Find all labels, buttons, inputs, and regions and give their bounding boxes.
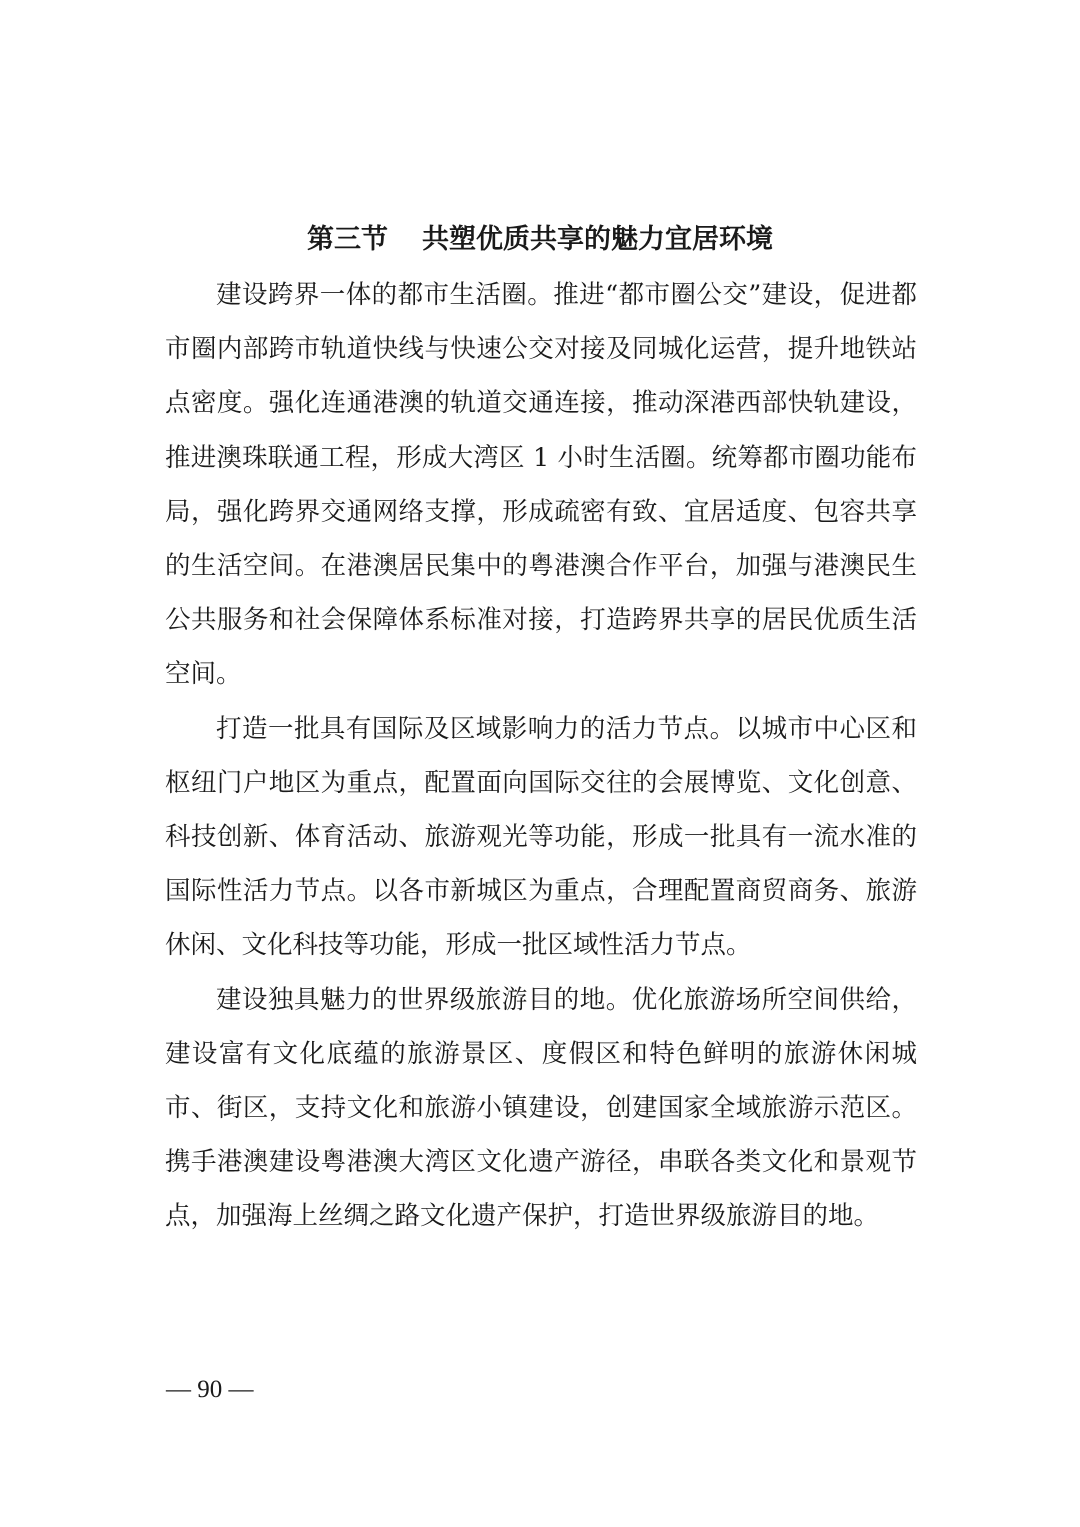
section-heading: 共塑优质共享的魅力宜居环境 <box>422 224 773 256</box>
paragraph-lead: 打造一批具有国际及区域影响力的活力节点。 <box>216 713 736 744</box>
paragraph-text: 优化旅游场所空间供给，建设富有文化底蕴的旅游景区、度假区和特色鲜明的旅游休闲城市、街区，支持文化和旅游小镇建设，创建国家全域旅游示范区。携手港澳建设粤港澳大湾区文化遗产游径，串联各类文化和景观节点，加强海上丝绸之路文化遗产保护，打造世界级旅游目的地。 <box>165 984 917 1232</box>
paragraph-metro-living-circle <box>165 268 917 702</box>
page-number: — 90 — <box>166 1376 254 1403</box>
paragraph-lead: 建设跨界一体的都市生活圈。 <box>216 280 554 310</box>
paragraph-lead: 建设独具魅力的世界级旅游目的地。 <box>216 984 632 1015</box>
section-number: 第三节 <box>307 224 388 256</box>
section-title <box>0 218 1080 262</box>
paragraph-text: 推进“都市圈公交”建设，促进都市圈内部跨市轨道快线与快速公交对接及同城化运营，提升地铁站点密度。强化连通港澳的轨道交通连接，推动深港西部快轨建设，推进澳珠联通工程，形成大湾区 1 小时生活圈。统筹都市圈功能布局，强化跨界交通网络支撑，形成疏密有致、宜居适度、包容共享的生活空间。在港澳居民集中的粤港澳合作平台，加强与港澳民生公共服务和社会保障体系标准对接，打造跨界共享的居民优质生活空间。 <box>165 280 917 690</box>
paragraph-text: 以城市中心区和枢纽门户地区为重点，配置面向国际交往的会展博览、文化创意、科技创新、体育活动、旅游观光等功能，形成一批具有一流水准的国际性活力节点。以各市新城区为重点，合理配置商贸商务、旅游休闲、文化科技等功能，形成一批区域性活力节点。 <box>165 713 917 961</box>
paragraph-tourism-destination <box>165 973 917 1244</box>
paragraph-vitality-nodes <box>165 702 917 973</box>
body-text <box>165 268 917 1244</box>
